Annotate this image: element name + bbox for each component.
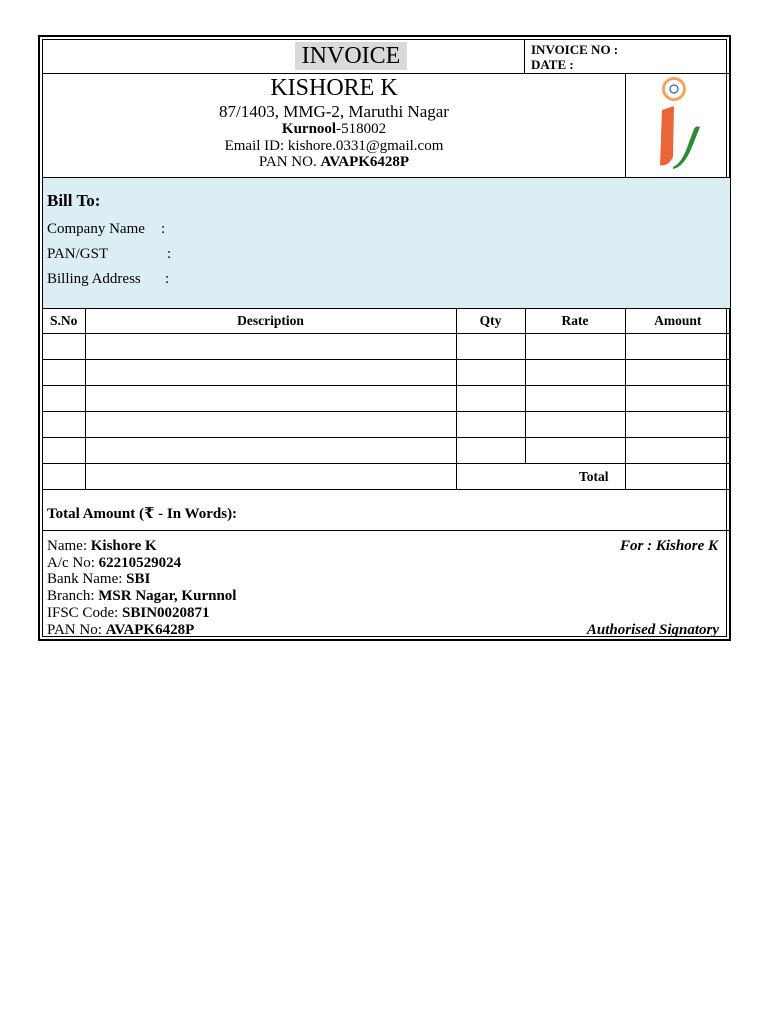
bank-name: SBI [126,571,151,588]
table-row [43,386,730,412]
account-line [47,555,236,572]
pan-label: PAN No: [47,621,106,638]
seller-pan: AVAPK6428P [320,154,410,170]
date-label: DATE : [531,57,574,72]
billing-address-colon: : [165,271,170,287]
total-label: Total [456,464,625,490]
seller-block [43,73,625,177]
pan-line [47,622,236,639]
col-header-sno: S.No [43,309,85,334]
company-name-label: Company Name [47,221,145,237]
seller-city: Kurnool [281,121,337,137]
bank-name-line [47,538,236,555]
pan-number: AVAPK6428P [105,621,195,638]
amount-in-words-label: Total Amount (₹ - In Words): [43,492,730,531]
account-holder-label: Name: [47,538,91,554]
invoice-no-label: INVOICE NO : [531,42,619,57]
col-header-description: Description [85,309,456,334]
items-table [43,309,730,490]
seller-pan-label: PAN NO. [258,154,321,170]
signature-for-line: For : Kishore K [620,538,718,554]
bill-to-section [43,177,730,309]
seller-pan-line [43,154,625,171]
billing-address-label: Billing Address [47,271,141,287]
branch-label: Branch: [47,588,99,605]
bank-details [47,538,236,638]
ifsc-label: IFSC Code: [47,604,123,621]
seller-email: kishore.0331@gmail.com [287,137,444,154]
company-name-colon: : [161,221,166,237]
authorised-signatory: Authorised Signatory [586,622,719,638]
total-row [43,464,730,490]
logo-green-stroke [673,126,700,169]
total-amount-cell [625,464,730,490]
ifsc-line [47,605,236,622]
col-header-amount: Amount [625,309,730,334]
invoice-title: INVOICE [295,42,407,70]
company-logo-icon [626,73,731,177]
bill-to-title: Bill To: [47,191,101,210]
branch: MSR Nagar, Kurnnol [98,588,237,605]
seller-city-line [43,121,625,138]
bank-name-label: Bank Name: [47,571,127,588]
invoice-meta [524,40,730,73]
account-no: 62210529024 [98,554,182,571]
col-header-qty: Qty [456,309,525,334]
bank-line [47,571,236,588]
seller-address: 87/1403, MMG-2, Maruthi Nagar [219,102,449,121]
invoice-document [38,35,731,641]
logo-orange-stroke [660,106,674,165]
seller-email-line [43,138,625,155]
items-header-row [43,309,730,334]
invoice-body [42,39,727,637]
table-row [43,360,730,386]
seller-pincode: -518002 [336,121,387,137]
account-holder: Kishore K [90,538,157,554]
pan-gst-label: PAN/GST [47,246,109,262]
account-no-label: A/c No: [47,554,99,571]
invoice-header-row [43,40,730,74]
table-row [43,438,730,464]
branch-line [47,588,236,605]
col-header-rate: Rate [525,309,625,334]
ifsc-code: SBIN0020871 [122,604,210,621]
seller-name: KISHORE K [270,75,398,101]
logo-circle-inner [665,80,683,98]
logo-cell [625,73,731,177]
table-row [43,334,730,360]
table-row [43,412,730,438]
pan-gst-colon: : [167,246,172,262]
seller-email-label: Email ID: [224,137,288,154]
